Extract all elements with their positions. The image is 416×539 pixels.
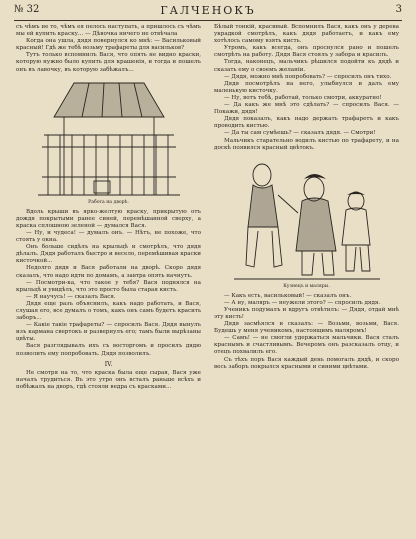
paragraph: Дядя засмѣялся и сказалъ: — Возьми, возьми, Вася. Будешь у меня ученикомъ, настоящимъ маляромъ! [214,321,399,335]
figures-drawing [232,155,382,283]
paragraph: — Да ты сам сумѣешь? — сказалъ дядя. — Смотри! [224,130,376,137]
paragraph: Бѣлый тонкій, красивый. Вспомнилъ Вася, какъ онъ у дерева украдкой смотрѣлъ, какъ дядя работаетъ, и какъ ему хотѣлось самому взять кисть. [214,24,399,45]
paragraph: — Посмотри-ка, что такое у тебя? Вася поднялся на крыльцѣ и увидѣлъ, что это просто была старая кисть. [16,279,201,293]
left-column [16,24,201,391]
header-rule [14,20,402,21]
paragraph: — Какъ есть, васильковый! — сказалъ онъ. [224,292,352,299]
paragraph: Тутъ только вспомнилъ Вася, что опять не видно краски, которую нужно было купить для крашенія, и тогда и пошелъ онъ въ лавочку, въ которую забѣжалъ... [16,52,201,73]
paragraph: — Самъ! — не смогли удержаться мальчики. Вася сталъ краснымъ и счастливымъ. Вечеромъ онъ разсказалъ отцу, и отецъ похвалилъ его. [214,335,399,356]
paragraph: — Какіе такіе трафареты? — спросилъ Вася. Дядя вынулъ изъ кармана свертокъ и развернулъ его; тамъ были вырѣзаны цвѣты. [16,322,201,343]
paragraph: Не смотря на то, что краска была еще сырая, Вася уже началъ трудиться. Въ это утро онъ всталъ раньше всѣхъ и побѣжалъ на дворъ, гдѣ стояли ведра съ красками... [16,369,201,390]
section-heading: IV. [104,360,113,368]
paragraph: — Да какъ же мнѣ это сдѣлать? — спросилъ Вася. — Покажи, дядя! [214,102,399,116]
illustration-fence [16,77,201,206]
issue-number: № 32 [14,4,40,15]
paragraph: — Ну, и чудеса! — думалъ онъ. — Нѣтъ, не похоже, что стоять у окна. [16,229,201,244]
paragraph: — Ну, вотъ тебѣ, работай, только смотри, аккуратно! [224,94,382,101]
paragraph: — А ну, маляръ — неужели этого? — спросилъ дядя. [224,299,381,306]
paragraph: Онъ больше сидѣлъ на крыльцѣ и смотрѣлъ, что дядя дѣлалъ. Дядя работалъ быстро и весело, перемѣшивая краски кисточкой... [16,244,201,265]
paragraph: Вася разглядывалъ ихъ съ восторгомъ и просилъ дядю позволить ему попробовать. Дядя позволилъ. [16,343,201,357]
paragraph: Тогда, наконецъ, мальчикъ рѣшился подойти къ дядѣ и сказать ему о своемъ желаніи. [214,59,399,73]
paragraph: Когда она ушла, дядя повернулся ко мнѣ: — Васильковый красный! Гдѣ же тебѣ возьму трафареты для васильков? [16,38,201,52]
paragraph: — Я научусь! — сказалъ Вася. [26,293,116,300]
fence-drawing [34,77,184,199]
right-column [214,24,399,371]
paragraph: — Дядя, можно мнѣ попробовать? — спросилъ онъ тихо. [224,73,392,80]
paragraph: Дядя показалъ, какъ надо держать трафаретъ и какъ проводить кистью. [214,116,399,130]
paragraph: Ученикъ подумалъ и вдругъ отвѣтилъ: — Дядя, отдай мнѣ эту кисть! [214,306,399,320]
figure-caption: Кузнецъ и маляры. [283,283,330,289]
paragraph: Дядя посмотрѣлъ на него, улыбнулся и далъ ему маленькую кисточку. [214,80,399,94]
page-header [14,4,402,20]
paragraph: Утромъ, какъ всегда, онъ проснулся рано и пошелъ смотрѣть на работу. Дядя Вася стоялъ у забора и красилъ. [214,45,399,59]
paragraph: Недолго дядя и Вася работали на дворѣ. Скоро дядя сказалъ, что надо идти по домамъ, а завтра опять начнутъ. [16,265,201,279]
paragraph: съ чѣмъ не то, чѣмъ ея пелось наступать, а пришлось съ чѣмъ мы ей купить краску... — Дѣвочка ничего не отвѣчала [16,24,201,38]
journal-title: ГАЛЧЕНОКЪ [160,4,256,17]
page-number: 3 [395,4,402,15]
illustration-figures [214,155,399,290]
figure-caption: Работа на дворѣ. [88,199,129,205]
paragraph: Съ тѣхъ поръ Вася каждый день помогалъ дядѣ, и скоро весь заборъ покрылся красными и синими цвѣтами. [214,356,399,370]
paragraph: Мальчикъ старательно водилъ кистью по трафарету, и на доскѣ появился красный цвѣтокъ. [214,137,399,151]
paragraph: Вдоль крыши въ ярко-желтую краску, прикрытую отъ дождя покрытыми ранее синей, перемѣшанной сверху, а краска сплошною зеленой — думался Вася. [16,208,201,229]
paragraph: Дядя еще разъ объяснилъ, какъ надо работать, и Вася, слушая его, все думалъ о томъ, какъ онъ самъ будетъ красить заборъ... [16,300,201,322]
